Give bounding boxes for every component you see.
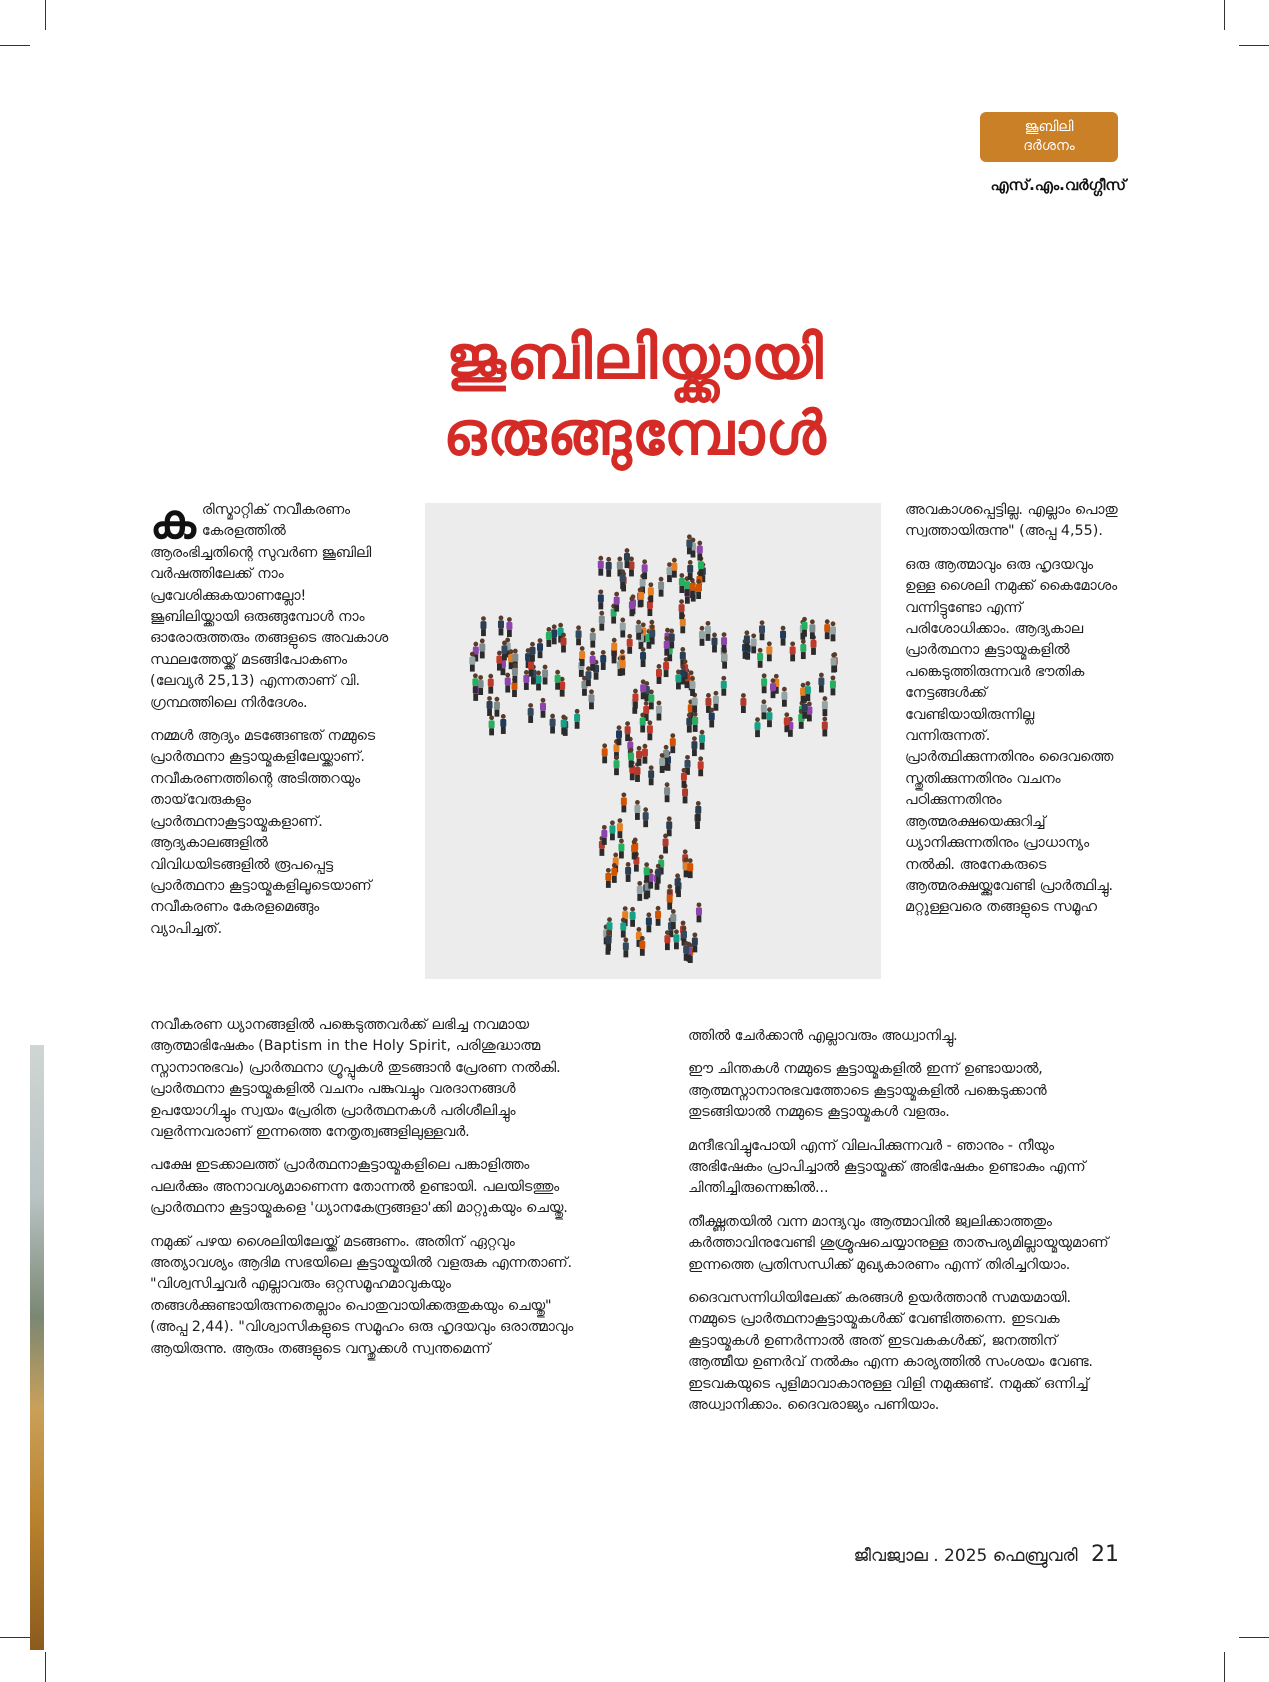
person-figure: [551, 624, 557, 644]
person-figure: [670, 733, 676, 753]
person-figure: [487, 696, 493, 716]
paragraph: ത്തിൽ ചേർക്കാൻ എല്ലാവരും അധ്വാനിച്ചു.: [688, 1028, 958, 1044]
paragraph: അവകാശപ്പെട്ടില്ല. എല്ലാം പൊതു സ്വത്തായിരുന്നു" (അപ്പ 4,55).: [905, 502, 1118, 540]
person-figure: [620, 569, 626, 589]
person-figure: [744, 630, 750, 650]
person-figure: [784, 712, 790, 732]
person-figure: [692, 712, 698, 732]
person-figure: [696, 579, 702, 599]
person-figure: [540, 698, 546, 718]
person-figure: [498, 616, 504, 636]
person-figure: [627, 634, 633, 654]
person-figure: [496, 651, 502, 671]
person-figure: [625, 721, 631, 741]
person-figure: [636, 620, 642, 640]
person-figure: [687, 858, 693, 878]
person-figure: [640, 713, 646, 733]
person-figure: [822, 717, 828, 737]
person-figure: [648, 765, 654, 785]
paragraph: ഒരു ആത്മാവും ഒരു ഹൃദയവും ഉള്ള ശൈലി നമുക്ക് കൈമോശം വന്നിട്ടുണ്ടോ എന്ന് പരിശോധിക്കാം. ആദ്യകാല പ്രാർത്ഥനാ കൂട്ടായ്മകളിൽ പങ്കെടുത്തിരുന്നവർ ഭൗതിക നേട്ടങ്ങൾക്ക് വേണ്ടിയായിരുന്നില്ല വന്നിരുന്നത്. പ്രാർത്ഥിക്കുന്നതിനും ദൈവത്തെ സ്തുതിക്കുന്നതിനും വചനം പഠിക്കുന്നതിനും ആത്മരക്ഷയെക്കുറിച്ച് ധ്യാനിക്കുന്നതിനും പ്രാധാന്യം നൽകി. അനേകരുടെ ആത്മരക്ഷയ്ക്കുവേണ്ടി പ്രാർത്ഥിച്ചു. മറ്റുള്ളവരെ തങ്ങളുടെ സമൂഹ: [905, 556, 1118, 916]
person-figure: [671, 558, 677, 578]
crowd-illustration: [425, 503, 881, 979]
person-figure: [809, 619, 815, 639]
person-figure: [501, 641, 507, 661]
person-figure: [822, 696, 828, 716]
person-figure: [617, 818, 623, 838]
person-figure: [761, 673, 767, 693]
paragraph: ദൈവസന്നിധിയിലേക്ക് കരങ്ങൾ ഉയർത്താൻ സമയമായി. നമ്മുടെ പ്രാർത്ഥനാകൂട്ടായ്മകൾക്ക് വേണ്ടിത്തന്നെ. ഇടവക കൂട്ടായ്മകൾ ഉണർന്നാൽ അത് ഇടവകകൾക്ക്, ജനത്തിന് ആത്മീയ ഉണർവ് നൽകും എന്ന കാര്യത്തിൽ സംശയം വേണ്ട. ഇടവകയുടെ പുളിമാവാകാനുള്ള വിളി നമുക്കുണ്ട്. നമുക്ക് ഒന്നിച്ച് അധ്വാനിക്കാം. ദൈവരാജ്യം പണിയാം.: [688, 1290, 1093, 1414]
person-figure: [691, 736, 697, 756]
person-figure: [537, 638, 543, 658]
person-figure: [512, 663, 518, 683]
person-figure: [818, 673, 824, 693]
person-figure: [659, 753, 665, 773]
person-figure: [713, 691, 719, 711]
crop-mark: [45, 1652, 46, 1682]
person-figure: [632, 689, 638, 709]
person-figure: [686, 534, 692, 554]
title-line-1: ജൂബിലിയ്ക്കായി: [446, 323, 824, 393]
person-figure: [781, 687, 787, 707]
person-figure: [640, 679, 646, 699]
person-figure: [616, 725, 622, 745]
crop-mark: [1239, 45, 1269, 46]
person-figure: [824, 619, 830, 639]
person-figure: [709, 708, 715, 728]
person-figure: [646, 912, 652, 932]
person-figure: [647, 720, 653, 740]
person-figure: [679, 599, 685, 619]
bleed-image-strip: [30, 1045, 44, 1650]
person-figure: [802, 617, 808, 637]
crop-mark: [1224, 0, 1225, 30]
person-figure: [523, 670, 529, 690]
person-figure: [830, 621, 836, 641]
person-figure: [648, 582, 654, 602]
person-figure: [561, 633, 567, 653]
crop-mark: [0, 45, 30, 46]
person-figure: [751, 633, 757, 653]
person-figure: [790, 641, 796, 661]
person-figure: [602, 743, 608, 763]
person-figure: [574, 709, 580, 729]
person-figure: [800, 639, 806, 659]
person-figure: [642, 559, 648, 579]
person-figure: [687, 560, 693, 580]
person-figure: [620, 918, 626, 938]
person-figure: [667, 890, 673, 910]
person-figure: [620, 655, 626, 675]
person-figure: [614, 592, 620, 612]
person-figure: [624, 548, 630, 568]
badge-line-1: ജൂബിലി: [1024, 119, 1074, 135]
person-figure: [579, 646, 585, 666]
person-figure: [648, 689, 654, 709]
person-figure: [698, 756, 704, 776]
person-figure: [634, 800, 640, 820]
person-figure: [555, 670, 561, 690]
person-figure: [656, 664, 662, 684]
person-figure: [621, 792, 627, 812]
person-figure: [639, 936, 645, 956]
person-figure: [561, 715, 567, 735]
article-title: [140, 320, 1130, 472]
person-figure: [489, 715, 495, 735]
paragraph: നവീകരണ ധ്യാനങ്ങളിൽ പങ്കെടുത്തവർക്ക് ലഭിച്ച നവമായ ആത്മാഭിഷേകം (Baptism in the Holy Spirit, പരിശുദ്ധാത്മ സ്നാനാനുഭവം) പ്രാർത്ഥനാ ഗ്രൂപ്പുകൾ തുടങ്ങാൻ പ്രേരണ നൽകി. പ്രാർത്ഥനാ കൂട്ടായ്മകളിൽ വചനം പങ്കുവച്ചും വരദാനങ്ങൾ ഉപയോഗിച്ചും സ്വയം പ്രേരിത പ്രാർത്ഥനകൾ പരിശീലിച്ചും വളർന്നവരാണ് ഇന്നത്തെ നേതൃത്വങ്ങളിലുള്ളവർ.: [150, 1017, 561, 1141]
person-figure: [506, 617, 512, 637]
person-figure: [675, 669, 681, 689]
section-badge: [980, 112, 1118, 162]
person-figure: [681, 768, 687, 788]
person-figure: [770, 678, 776, 698]
person-figure: [655, 864, 661, 884]
badge-line-2: ദർശനം: [1023, 138, 1075, 154]
person-figure: [696, 902, 702, 922]
person-figure: [637, 881, 643, 901]
person-figure: [655, 906, 661, 926]
paragraph: മന്ദീഭവിച്ചുപോയി എന്ന് വിലപിക്കുന്നവർ - ഞാനും - നീയും അഭിഷേകം പ്രാപിച്ചാൽ കൂട്ടായ്മക്ക് അഭിഷേകം ഉണ്ടാകും എന്ന് ചിന്തിച്ചിരുന്നെങ്കിൽ...: [688, 1137, 1086, 1197]
person-figure: [649, 624, 655, 644]
person-figure: [705, 621, 711, 641]
person-figure: [609, 820, 615, 840]
person-figure: [629, 596, 635, 616]
person-figure: [757, 648, 763, 668]
title-line-2: ഒരുങ്ങുമ്പോൾ: [443, 399, 827, 469]
column-left-bottom: [150, 1015, 590, 1372]
person-figure: [628, 748, 634, 768]
person-figure: [831, 653, 837, 673]
person-figure: [766, 641, 772, 661]
paragraph: പക്ഷേ ഇടക്കാലത്ത് പ്രാർത്ഥനാകൂട്ടായ്മകളിലെ പങ്കാളിത്തം പലർക്കും അനാവശ്യമാണെന്ന തോന്നൽ ഉണ്ടായി. പലയിടത്തും പ്രാർത്ഥനാ കൂട്ടായ്മകളെ 'ധ്യാനകേന്ദ്രങ്ങളാ'ക്കി മാറ്റുകയും ചെയ്തു.: [150, 1157, 568, 1217]
person-figure: [598, 556, 604, 576]
person-figure: [601, 825, 607, 845]
crop-mark: [0, 1637, 30, 1638]
person-figure: [780, 626, 786, 646]
person-figure: [546, 627, 552, 647]
person-figure: [588, 689, 594, 709]
person-figure: [663, 834, 669, 854]
person-figure: [469, 652, 475, 672]
page-number: 21: [1091, 1542, 1119, 1567]
person-figure: [670, 909, 676, 929]
person-figure: [759, 620, 765, 640]
person-figure: [664, 930, 670, 950]
person-figure: [620, 618, 626, 638]
person-figure: [695, 801, 701, 821]
person-figure: [488, 674, 494, 694]
person-figure: [686, 713, 692, 733]
person-figure: [679, 573, 685, 593]
person-figure: [479, 639, 485, 659]
paragraph: നമ്മൾ ആദ്യം മടങ്ങേണ്ടത് നമ്മുടെ പ്രാർത്ഥനാ കൂട്ടായ്മകളിലേയ്ക്കാണ്. നവീകരണത്തിന്റെ അടിത്തറയും തായ്‌വേരുകളും പ്രാർത്ഥനാകൂട്ടായ്മകളാണ്. ആദ്യകാലങ്ങളിൽ വിവിധയിടങ്ങളിൽ രൂപപ്പെട്ട പ്രാർത്ഥനാ കൂട്ടായ്മകളിലൂടെയാണ് നവീകരണം കേരളമെങ്ങും വ്യാപിച്ചത്.: [150, 728, 376, 937]
person-figure: [638, 587, 644, 607]
person-figure: [576, 625, 582, 645]
person-figure: [599, 611, 605, 631]
person-figure: [644, 862, 650, 882]
paragraph: ഈ ചിന്തകൾ നമ്മുടെ കൂട്ടായ്മകളിൽ ഇന്ന് ഉണ്ടായാൽ, ആത്മസ്നാനാനുഭവത്തോടെ കൂട്ടായ്മകളിൽ പങ്കെടുക്കാൻ തുടങ്ങിയാൽ നമ്മുടെ കൂട്ടായ്മകൾ വളരും.: [688, 1061, 1047, 1121]
person-figure: [625, 862, 631, 882]
drop-cap: ക: [150, 494, 196, 550]
paragraph: നമുക്ക് പഴയ ശൈലിയിലേയ്ക്ക് മടങ്ങണം. അതിന് ഏറ്റവും അത്യാവശ്യം ആദിമ സഭയിലെ കൂട്ടായ്മയിൽ വളരുക എന്നതാണ്. "വിശ്വസിച്ചവർ എല്ലാവരും ഒറ്റസമൂഹമാവുകയും തങ്ങൾക്കുണ്ടായിരുന്നതെല്ലാം പൊതുവായിക്കരുതുകയും ചെയ്തു" (അപ്പ 2,44). "വിശ്വാസികളുടെ സമൂഹം ഒരു ഹൃദയവും ഒരാത്മാവും ആയിരുന്നു. ആരും തങ്ങളുടെ വസ്തുക്കൾ സ്വന്തമെന്ന്: [150, 1233, 574, 1357]
person-figure: [636, 746, 642, 766]
person-figure: [697, 541, 703, 561]
person-figure: [755, 717, 761, 737]
person-figure: [618, 839, 624, 859]
person-figure: [480, 616, 486, 636]
person-figure: [630, 907, 636, 927]
person-figure: [631, 839, 637, 859]
person-figure: [530, 642, 536, 662]
person-figure: [643, 807, 649, 827]
cross-crowd-photo: [425, 503, 881, 979]
person-figure: [605, 868, 611, 888]
magazine-issue: ജീവജ്വാല . 2025 ഫെബ്രുവരി: [853, 1546, 1078, 1566]
page-footer: [854, 1542, 1119, 1567]
person-figure: [528, 703, 534, 723]
author-name: എസ്.എം.വർഗ്ഗീസ്: [990, 176, 1126, 194]
person-figure: [550, 714, 556, 734]
person-figure: [673, 929, 679, 949]
person-figure: [690, 676, 696, 696]
person-figure: [611, 638, 617, 658]
person-figure: [683, 941, 689, 961]
person-figure: [675, 873, 681, 893]
person-figure: [721, 676, 727, 696]
person-figure: [658, 577, 664, 597]
person-figure: [699, 626, 705, 646]
person-figure: [536, 671, 542, 691]
person-figure: [740, 693, 746, 713]
person-figure: [542, 665, 548, 685]
column-right-top: [905, 500, 1120, 931]
person-figure: [666, 816, 672, 836]
person-figure: [590, 651, 596, 671]
person-figure: [721, 632, 727, 652]
paragraph: തീക്ഷ്ണതയിൽ വന്ന മാന്ദ്യവും ആത്മാവിൽ ജ്വലിക്കാത്തതും കർത്താവിനുവേണ്ടി ശുശ്രൂഷചെയ്യാനുള്ള താത്പര്യമില്ലായ്മയുമാണ് ഇന്നത്തെ പ്രതിസന്ധിക്ക് മുഖ്യകാരണം എന്ന് തിരിച്ചറിയാം.: [688, 1213, 1109, 1273]
column-right-bottom: [688, 1026, 1118, 1429]
person-figure: [614, 755, 620, 775]
person-figure: [766, 707, 772, 727]
person-figure: [664, 636, 670, 656]
person-figure: [712, 633, 718, 653]
person-figure: [830, 675, 836, 695]
column-left-top: [150, 494, 390, 952]
person-figure: [699, 730, 705, 750]
person-figure: [598, 589, 604, 609]
person-figure: [623, 937, 629, 957]
crop-mark: [1224, 1652, 1225, 1682]
person-figure: [606, 931, 612, 951]
person-figure: [494, 697, 500, 717]
person-figure: [640, 647, 646, 667]
person-figure: [611, 863, 617, 883]
crop-mark: [45, 0, 46, 30]
person-figure: [692, 932, 698, 952]
person-figure: [664, 782, 670, 802]
person-figure: [805, 681, 811, 701]
person-figure: [590, 628, 596, 648]
person-figure: [642, 744, 648, 764]
paragraph: കരിസ്മാറ്റിക് നവീകരണം കേരളത്തിൽ ആരംഭിച്ചതിന്റെ സുവർണ ജൂബിലി വർഷത്തിലേക്ക് നാം പ്രവേശിക്കുകയാണല്ലോ! ജൂബിലിയ്ക്കായി ഒരുങ്ങുമ്പോൾ നാം ഓരോരുത്തരും തങ്ങളുടെ അവകാശ സ്ഥലത്തേയ്ക്ക് മടങ്ങിപോകണം (ലേവ്യർ 25,13) എന്നതാണ് വി. ഗ്രന്ഥത്തിലെ നിർദേശം.: [150, 494, 389, 711]
person-figure: [761, 699, 767, 719]
person-figure: [656, 701, 662, 721]
person-figure: [500, 714, 506, 734]
person-figure: [600, 650, 606, 670]
crop-mark: [1239, 1637, 1269, 1638]
person-figure: [472, 673, 478, 693]
person-figure: [505, 673, 511, 693]
person-figure: [606, 557, 612, 577]
